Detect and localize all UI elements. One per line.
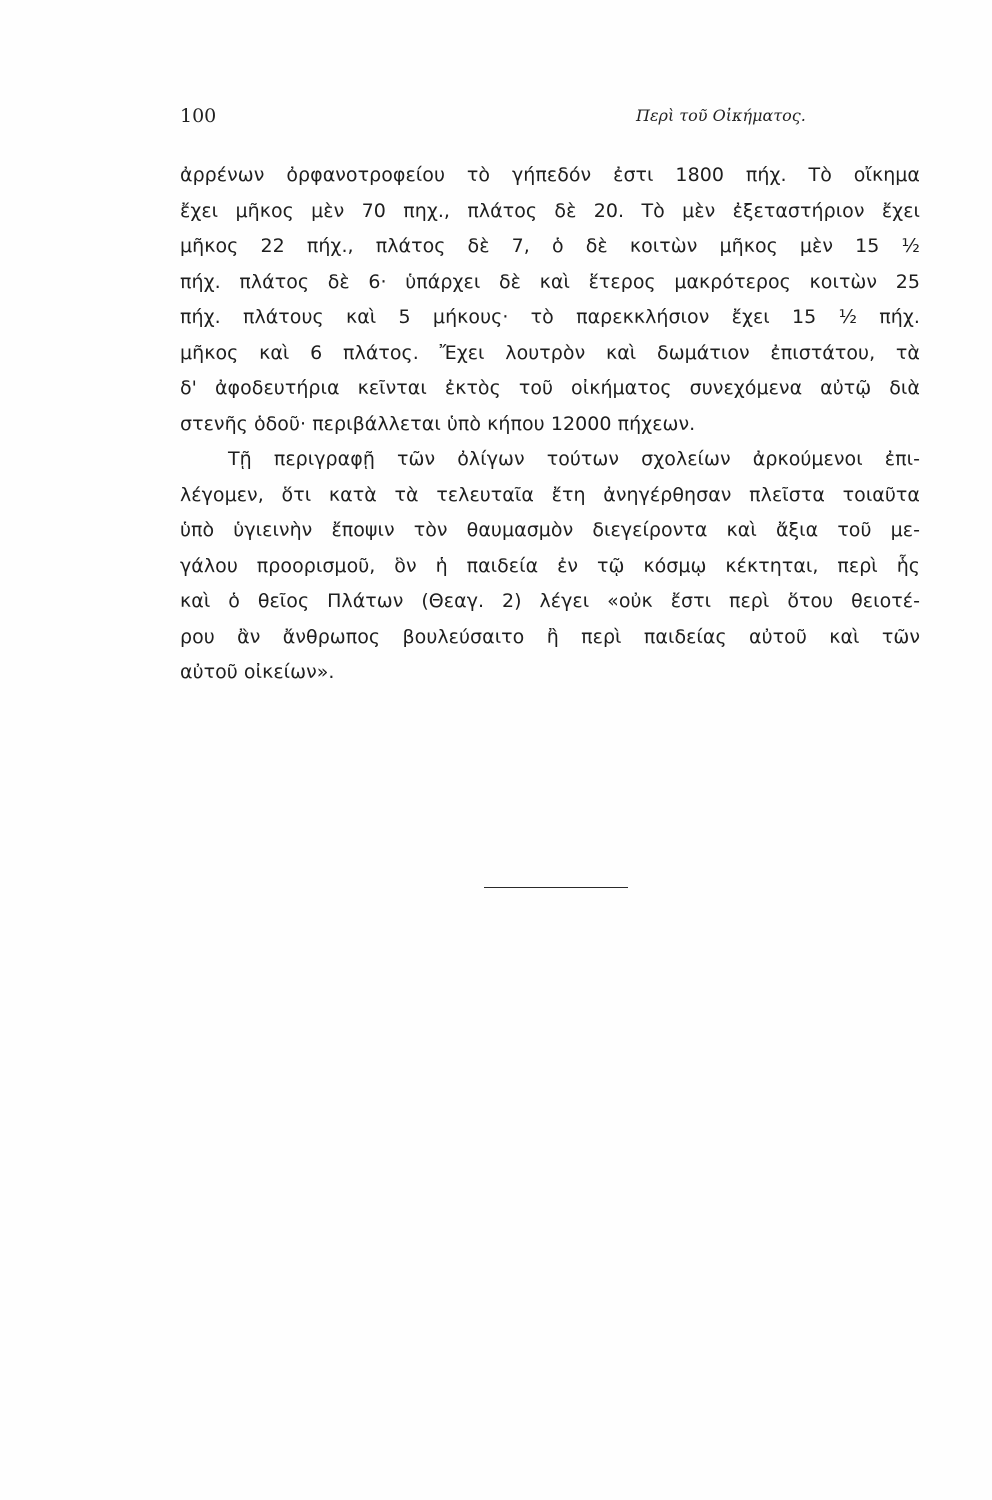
text-line: πήχ. πλάτος δὲ 6· ὑπάρχει δὲ καὶ ἕτερος μακρότερος κοιτὼν 25 [180, 270, 920, 293]
text-line: μῆκος 22 πήχ., πλάτος δὲ 7, ὁ δὲ κοιτὼν μῆκος μὲν 15 ½ [180, 235, 920, 257]
text-line: ἀρρένων ὀρφανοτροφείου τὸ γήπεδόν ἐστι 1800 πήχ. Τὸ οἴκημα [180, 164, 920, 186]
text-line: καὶ ὁ θεῖος Πλάτων (Θεαγ. 2) λέγει «οὐκ ἔστι περὶ ὅτου θειοτέ- [180, 590, 920, 612]
text-line: Τῇ περιγραφῇ τῶν ὀλίγων τούτων σχολείων ἀρκούμενοι ἐπι- [228, 448, 920, 470]
text-line: ὑπὸ ὑγιεινὴν ἔποψιν τὸν θαυμασμὸν διεγείροντα καὶ ἄξια τοῦ με- [180, 519, 920, 541]
text-line: λέγομεν, ὅτι κατὰ τὰ τελευταῖα ἔτη ἀνηγέρθησαν πλεῖστα τοιαῦτα [180, 483, 920, 506]
text-line: γάλου προορισμοῦ, ὃν ἡ παιδεία ἐν τῷ κόσμῳ κέκτηται, περὶ ἧς [180, 554, 920, 577]
body-text [180, 158, 920, 691]
text-line: δ' ἀφοδευτήρια κεῖνται ἐκτὸς τοῦ οἰκήματος συνεχόμενα αὐτῷ διὰ [180, 377, 920, 399]
running-head: Περὶ τοῦ Οἰκήματος. [636, 106, 806, 125]
page-number: 100 [180, 105, 217, 127]
text-line: ρου ἂν ἄνθρωπος βουλεύσαιτο ἢ περὶ παιδείας αὐτοῦ καὶ τῶν [180, 625, 920, 648]
section-end-rule [484, 887, 628, 888]
text-line: στενῆς ὁδοῦ· περιβάλλεται ὑπὸ κήπου 12000 πήχεων. [180, 412, 696, 435]
text-line: αὐτοῦ οἰκείων». [180, 661, 335, 683]
text-line: πήχ. πλάτους καὶ 5 μήκους· τὸ παρεκκλήσιον ἔχει 15 ½ πήχ. [180, 306, 920, 328]
text-line: μῆκος καὶ 6 πλάτος. Ἔχει λουτρὸν καὶ δωμάτιον ἐπιστάτου, τὰ [180, 341, 920, 364]
page-header [180, 104, 920, 128]
text-line: ἔχει μῆκος μὲν 70 πηχ., πλάτος δὲ 20. Τὸ μὲν ἐξεταστήριον ἔχει [180, 199, 920, 222]
